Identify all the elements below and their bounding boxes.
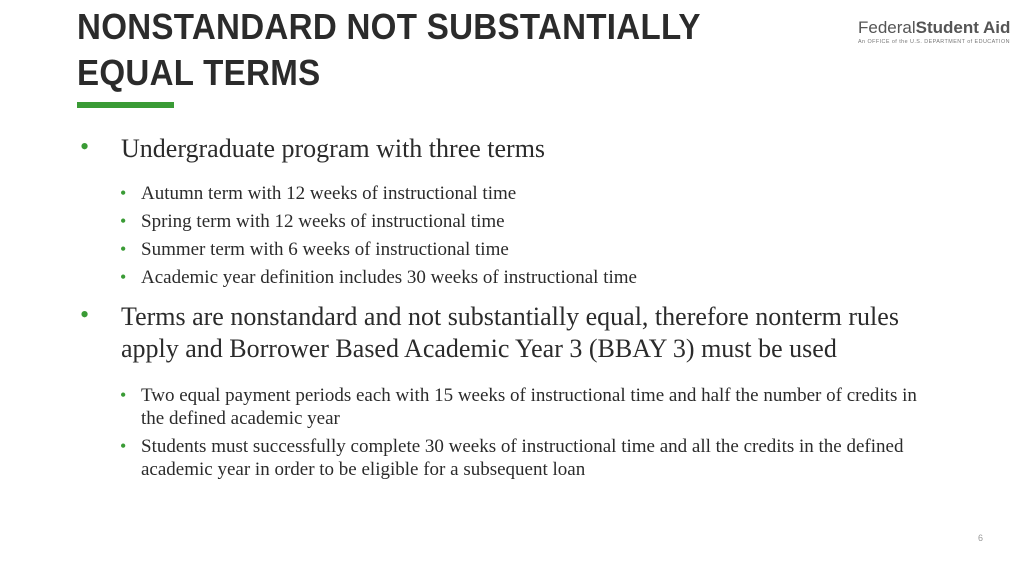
slide-content [80, 133, 940, 481]
page-number: 6 [978, 533, 984, 543]
bullet-text: Autumn term with 12 weeks of instructional time [141, 183, 517, 204]
bullet-dot-icon: • [120, 211, 127, 231]
bullet-level2 [80, 238, 940, 261]
bullet-dot-icon: • [120, 436, 127, 456]
bullet-level2 [80, 384, 940, 430]
bullet-dot-icon: • [120, 385, 127, 405]
bullet-text: Undergraduate program with three terms [121, 134, 546, 163]
bullet-text: Academic year definition includes 30 weeks of instructional time [141, 267, 637, 288]
bullet-level1 [80, 133, 940, 165]
bullet-level1 [80, 301, 940, 365]
bullet-level2 [80, 210, 940, 233]
bullet-dot-icon: • [80, 300, 90, 329]
bullet-text: Students must successfully complete 30 weeks of instructional time and all the credits in the defined academic year in order to be eligible for a subsequent loan [141, 436, 904, 480]
logo-text-student-aid: Student Aid [915, 18, 1011, 37]
bullet-level2 [80, 435, 940, 481]
slide-title: NONSTANDARD NOT SUBSTANTIALLY EQUAL TERMS [77, 6, 701, 93]
bullet-dot-icon: • [80, 132, 90, 161]
bullet-text: Spring term with 12 weeks of instructional time [141, 211, 505, 232]
logo-subtitle: An OFFICE of the U.S. DEPARTMENT of EDUCATION [858, 39, 1010, 45]
logo-text-federal: Federal [858, 18, 916, 37]
bullet-text: Two equal payment periods each with 15 weeks of instructional time and half the number of credits in the defined academic year [141, 385, 917, 429]
bullet-dot-icon: • [120, 267, 127, 287]
bullet-text: Summer term with 6 weeks of instructional time [141, 239, 509, 260]
bullet-text: Terms are nonstandard and not substantially equal, therefore nonterm rules apply and Borrower Based Academic Year 3 (BBAY 3) must be used [121, 302, 899, 363]
bullet-level2 [80, 266, 940, 289]
bullet-dot-icon: • [120, 183, 127, 203]
title-underline [77, 102, 174, 108]
bullet-level2 [80, 182, 940, 205]
bullet-dot-icon: • [120, 239, 127, 259]
federal-student-aid-logo [858, 18, 1011, 46]
